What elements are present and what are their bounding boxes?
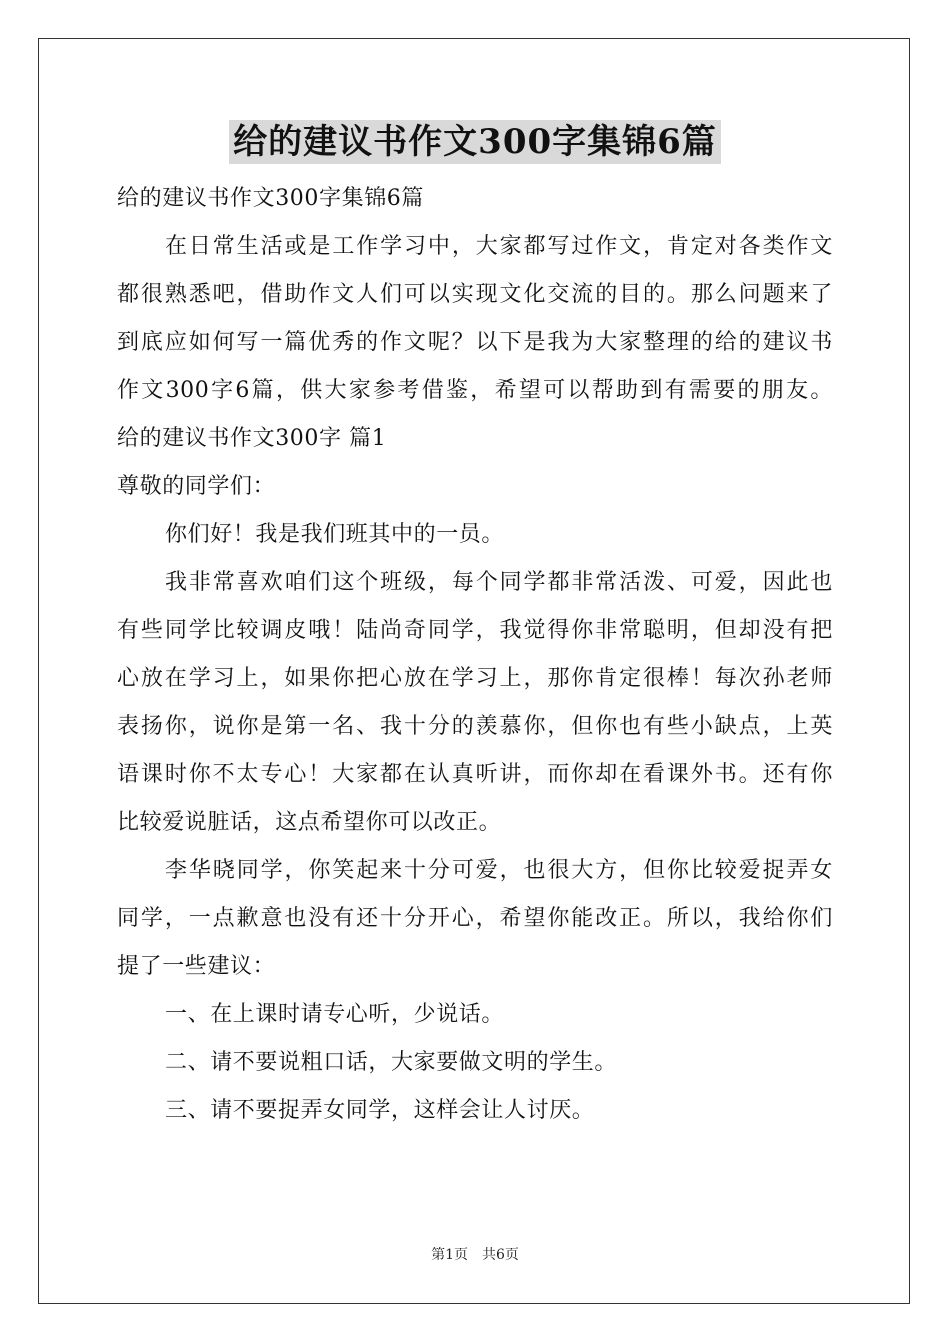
intro-paragraph-line: 作文300字6篇，供大家参考借鉴，希望可以帮助到有需要的朋友。 [117, 378, 833, 403]
page-number: 第1页 [431, 1247, 468, 1263]
paragraph-line: 比较爱说脏话，这点希望你可以改正。 [117, 810, 502, 835]
section-heading: 给的建议书作文300字 篇1 [117, 426, 387, 451]
suggestion-item: 三、请不要捉弄女同学，这样会让人讨厌。 [165, 1098, 595, 1123]
page-footer [0, 1245, 950, 1265]
document-title: 给的建议书作文300字集锦6篇 [229, 120, 721, 164]
paragraph-line: 你们好！我是我们班其中的一员。 [165, 522, 505, 547]
salutation: 尊敬的同学们： [117, 474, 276, 499]
paragraph-line: 语课时你不太专心！大家都在认真听讲，而你却在看课外书。还有你 [117, 762, 833, 787]
title-container [0, 120, 950, 164]
intro-paragraph-line: 到底应如何写一篇优秀的作文呢？以下是我为大家整理的给的建议书 [117, 330, 833, 355]
paragraph-line: 我非常喜欢咱们这个班级，每个同学都非常活泼、可爱，因此也 [165, 570, 833, 595]
paragraph-line: 李华晓同学，你笑起来十分可爱，也很大方，但你比较爱捉弄女 [165, 858, 833, 883]
suggestion-item: 二、请不要说粗口话，大家要做文明的学生。 [165, 1050, 618, 1075]
page-total: 共6页 [482, 1247, 519, 1263]
paragraph-line: 表扬你，说你是第一名、我十分的羡慕你，但你也有些小缺点，上英 [117, 714, 833, 739]
intro-paragraph-line: 在日常生活或是工作学习中，大家都写过作文，肯定对各类作文 [165, 234, 833, 259]
paragraph-line: 心放在学习上，如果你把心放在学习上，那你肯定很棒！每次孙老师 [117, 666, 833, 691]
paragraph-line: 同学，一点歉意也没有还十分开心，希望你能改正。所以，我给你们 [117, 906, 833, 931]
suggestion-item: 一、在上课时请专心听，少说话。 [165, 1002, 505, 1027]
paragraph-line: 有些同学比较调皮哦！陆尚奇同学，我觉得你非常聪明，但却没有把 [117, 618, 833, 643]
paragraph-line: 提了一些建议： [117, 954, 276, 979]
document-body [117, 175, 833, 1135]
intro-paragraph-line: 都很熟悉吧，借助作文人们可以实现文化交流的目的。那么问题来了 [117, 282, 833, 307]
subtitle-line: 给的建议书作文300字集锦6篇 [117, 186, 424, 211]
